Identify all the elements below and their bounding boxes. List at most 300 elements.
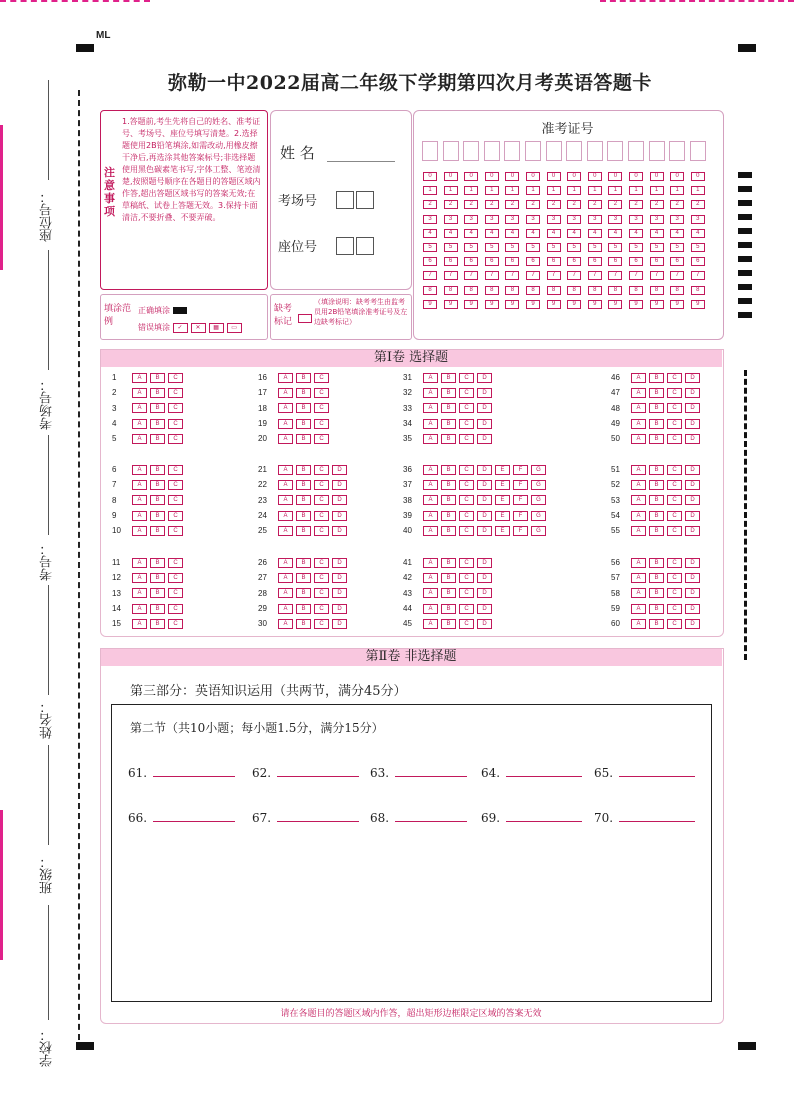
- option-bubble[interactable]: F: [513, 526, 528, 536]
- option-bubble[interactable]: B: [649, 388, 664, 398]
- ticket-bubble[interactable]: 2: [423, 200, 437, 209]
- option-bubble[interactable]: C: [667, 388, 682, 398]
- option-bubble[interactable]: A: [631, 495, 646, 505]
- ticket-bubble[interactable]: 0: [423, 172, 437, 181]
- option-bubble[interactable]: C: [314, 388, 329, 398]
- ticket-bubble[interactable]: 1: [629, 186, 643, 195]
- option-bubble[interactable]: A: [132, 588, 147, 598]
- option-bubble[interactable]: B: [150, 388, 165, 398]
- option-bubble[interactable]: B: [649, 403, 664, 413]
- option-bubble[interactable]: D: [685, 495, 700, 505]
- ticket-bubble[interactable]: 9: [547, 300, 561, 309]
- option-bubble[interactable]: A: [278, 419, 293, 429]
- option-bubble[interactable]: D: [477, 604, 492, 614]
- option-bubble[interactable]: A: [278, 403, 293, 413]
- ticket-bubble[interactable]: 0: [588, 172, 602, 181]
- option-bubble[interactable]: C: [314, 526, 329, 536]
- option-bubble[interactable]: B: [441, 588, 456, 598]
- option-bubble[interactable]: B: [649, 526, 664, 536]
- ticket-bubble[interactable]: 8: [526, 286, 540, 295]
- option-bubble[interactable]: A: [278, 588, 293, 598]
- ticket-bubble[interactable]: 1: [567, 186, 581, 195]
- ticket-digit-box[interactable]: [649, 141, 665, 161]
- option-bubble[interactable]: A: [132, 480, 147, 490]
- ticket-bubble[interactable]: 9: [423, 300, 437, 309]
- option-bubble[interactable]: D: [685, 619, 700, 629]
- option-bubble[interactable]: A: [278, 480, 293, 490]
- ticket-bubble[interactable]: 5: [444, 243, 458, 252]
- option-bubble[interactable]: C: [168, 388, 183, 398]
- option-bubble[interactable]: A: [423, 373, 438, 383]
- option-bubble[interactable]: C: [667, 495, 682, 505]
- option-bubble[interactable]: C: [667, 419, 682, 429]
- option-bubble[interactable]: A: [423, 419, 438, 429]
- option-bubble[interactable]: A: [423, 388, 438, 398]
- option-bubble[interactable]: D: [685, 526, 700, 536]
- option-bubble[interactable]: D: [332, 573, 347, 583]
- ticket-bubble[interactable]: 2: [670, 200, 684, 209]
- option-bubble[interactable]: B: [441, 526, 456, 536]
- ticket-bubble[interactable]: 0: [629, 172, 643, 181]
- option-bubble[interactable]: D: [685, 558, 700, 568]
- option-bubble[interactable]: D: [685, 511, 700, 521]
- ticket-bubble[interactable]: 5: [650, 243, 664, 252]
- option-bubble[interactable]: C: [314, 480, 329, 490]
- ticket-digit-box[interactable]: [546, 141, 562, 161]
- ticket-bubble[interactable]: 4: [567, 229, 581, 238]
- answer-66[interactable]: 66.: [128, 811, 235, 825]
- ticket-bubble[interactable]: 3: [650, 215, 664, 224]
- option-bubble[interactable]: E: [495, 465, 510, 475]
- ticket-bubble[interactable]: 4: [547, 229, 561, 238]
- option-bubble[interactable]: B: [649, 465, 664, 475]
- option-bubble[interactable]: B: [649, 588, 664, 598]
- option-bubble[interactable]: B: [441, 419, 456, 429]
- option-bubble[interactable]: D: [685, 434, 700, 444]
- option-bubble[interactable]: C: [459, 388, 474, 398]
- ticket-bubble[interactable]: 7: [526, 271, 540, 280]
- option-bubble[interactable]: A: [132, 558, 147, 568]
- ticket-bubble[interactable]: 9: [526, 300, 540, 309]
- ticket-bubble[interactable]: 1: [670, 186, 684, 195]
- option-bubble[interactable]: A: [631, 373, 646, 383]
- ticket-bubble[interactable]: 3: [505, 215, 519, 224]
- option-bubble[interactable]: B: [441, 388, 456, 398]
- ticket-bubble[interactable]: 1: [588, 186, 602, 195]
- option-bubble[interactable]: E: [495, 526, 510, 536]
- ticket-bubble[interactable]: 7: [547, 271, 561, 280]
- ticket-digit-box[interactable]: [607, 141, 623, 161]
- option-bubble[interactable]: C: [667, 619, 682, 629]
- ticket-digit-box[interactable]: [525, 141, 541, 161]
- option-bubble[interactable]: C: [168, 558, 183, 568]
- ticket-bubble[interactable]: 8: [485, 286, 499, 295]
- option-bubble[interactable]: D: [685, 419, 700, 429]
- ticket-bubble[interactable]: 2: [691, 200, 705, 209]
- answer-68[interactable]: 68.: [370, 811, 467, 825]
- ticket-bubble[interactable]: 2: [650, 200, 664, 209]
- option-bubble[interactable]: A: [423, 526, 438, 536]
- option-bubble[interactable]: B: [441, 403, 456, 413]
- ticket-bubble[interactable]: 9: [464, 300, 478, 309]
- option-bubble[interactable]: C: [168, 604, 183, 614]
- option-bubble[interactable]: C: [168, 495, 183, 505]
- answer-65[interactable]: 65.: [594, 766, 695, 780]
- option-bubble[interactable]: B: [441, 573, 456, 583]
- option-bubble[interactable]: B: [649, 480, 664, 490]
- ticket-bubble[interactable]: 3: [547, 215, 561, 224]
- option-bubble[interactable]: B: [441, 511, 456, 521]
- option-bubble[interactable]: B: [296, 434, 311, 444]
- ticket-bubble[interactable]: 9: [588, 300, 602, 309]
- ticket-bubble[interactable]: 5: [547, 243, 561, 252]
- option-bubble[interactable]: C: [314, 573, 329, 583]
- ticket-bubble[interactable]: 6: [464, 257, 478, 266]
- option-bubble[interactable]: A: [278, 465, 293, 475]
- option-bubble[interactable]: D: [332, 526, 347, 536]
- ticket-bubble[interactable]: 5: [567, 243, 581, 252]
- option-bubble[interactable]: A: [631, 573, 646, 583]
- option-bubble[interactable]: B: [150, 495, 165, 505]
- option-bubble[interactable]: C: [459, 604, 474, 614]
- ticket-bubble[interactable]: 0: [485, 172, 499, 181]
- ticket-bubble[interactable]: 1: [444, 186, 458, 195]
- option-bubble[interactable]: B: [649, 434, 664, 444]
- ticket-bubble[interactable]: 8: [464, 286, 478, 295]
- ticket-bubble[interactable]: 4: [670, 229, 684, 238]
- option-bubble[interactable]: A: [132, 573, 147, 583]
- option-bubble[interactable]: B: [649, 373, 664, 383]
- ticket-bubble[interactable]: 4: [526, 229, 540, 238]
- ticket-bubble[interactable]: 3: [423, 215, 437, 224]
- ticket-bubble[interactable]: 3: [608, 215, 622, 224]
- ticket-bubble[interactable]: 8: [629, 286, 643, 295]
- option-bubble[interactable]: C: [667, 573, 682, 583]
- option-bubble[interactable]: C: [314, 495, 329, 505]
- option-bubble[interactable]: A: [631, 419, 646, 429]
- option-bubble[interactable]: B: [150, 465, 165, 475]
- ticket-bubble[interactable]: 0: [444, 172, 458, 181]
- ticket-bubble[interactable]: 8: [691, 286, 705, 295]
- option-bubble[interactable]: B: [441, 373, 456, 383]
- ticket-bubble[interactable]: 7: [608, 271, 622, 280]
- ticket-bubble[interactable]: 7: [691, 271, 705, 280]
- option-bubble[interactable]: B: [441, 465, 456, 475]
- option-bubble[interactable]: C: [667, 558, 682, 568]
- ticket-bubble[interactable]: 1: [485, 186, 499, 195]
- option-bubble[interactable]: B: [296, 419, 311, 429]
- option-bubble[interactable]: C: [459, 573, 474, 583]
- ticket-bubble[interactable]: 6: [588, 257, 602, 266]
- ticket-bubble[interactable]: 8: [650, 286, 664, 295]
- option-bubble[interactable]: A: [423, 619, 438, 629]
- ticket-bubble[interactable]: 3: [567, 215, 581, 224]
- option-bubble[interactable]: D: [477, 373, 492, 383]
- option-bubble[interactable]: D: [685, 604, 700, 614]
- ticket-digit-box[interactable]: [628, 141, 644, 161]
- option-bubble[interactable]: C: [168, 619, 183, 629]
- ticket-bubble[interactable]: 3: [629, 215, 643, 224]
- ticket-bubble[interactable]: 9: [691, 300, 705, 309]
- option-bubble[interactable]: A: [423, 434, 438, 444]
- ticket-bubble[interactable]: 6: [670, 257, 684, 266]
- option-bubble[interactable]: D: [685, 465, 700, 475]
- option-bubble[interactable]: D: [332, 588, 347, 598]
- option-bubble[interactable]: C: [168, 588, 183, 598]
- option-bubble[interactable]: A: [132, 373, 147, 383]
- ticket-bubble[interactable]: 1: [547, 186, 561, 195]
- option-bubble[interactable]: C: [314, 588, 329, 598]
- option-bubble[interactable]: A: [423, 480, 438, 490]
- option-bubble[interactable]: F: [513, 465, 528, 475]
- option-bubble[interactable]: A: [278, 526, 293, 536]
- ticket-bubble[interactable]: 4: [588, 229, 602, 238]
- option-bubble[interactable]: B: [150, 619, 165, 629]
- option-bubble[interactable]: C: [459, 619, 474, 629]
- ticket-bubble[interactable]: 4: [444, 229, 458, 238]
- option-bubble[interactable]: C: [168, 373, 183, 383]
- option-bubble[interactable]: B: [649, 604, 664, 614]
- option-bubble[interactable]: C: [168, 403, 183, 413]
- option-bubble[interactable]: D: [477, 403, 492, 413]
- option-bubble[interactable]: B: [296, 403, 311, 413]
- ticket-bubble[interactable]: 2: [505, 200, 519, 209]
- option-bubble[interactable]: C: [459, 558, 474, 568]
- option-bubble[interactable]: B: [649, 419, 664, 429]
- ticket-bubble[interactable]: 5: [588, 243, 602, 252]
- option-bubble[interactable]: A: [132, 511, 147, 521]
- option-bubble[interactable]: B: [150, 588, 165, 598]
- ticket-bubble[interactable]: 9: [650, 300, 664, 309]
- answer-61[interactable]: 61.: [128, 766, 235, 780]
- option-bubble[interactable]: A: [278, 388, 293, 398]
- option-bubble[interactable]: C: [168, 526, 183, 536]
- ticket-bubble[interactable]: 8: [670, 286, 684, 295]
- option-bubble[interactable]: D: [685, 573, 700, 583]
- ticket-bubble[interactable]: 3: [670, 215, 684, 224]
- option-bubble[interactable]: A: [132, 619, 147, 629]
- option-bubble[interactable]: B: [441, 480, 456, 490]
- ticket-bubble[interactable]: 1: [526, 186, 540, 195]
- option-bubble[interactable]: C: [314, 419, 329, 429]
- ticket-bubble[interactable]: 7: [629, 271, 643, 280]
- ticket-bubble[interactable]: 8: [423, 286, 437, 295]
- option-bubble[interactable]: C: [314, 558, 329, 568]
- option-bubble[interactable]: B: [150, 573, 165, 583]
- option-bubble[interactable]: A: [423, 588, 438, 598]
- option-bubble[interactable]: C: [459, 373, 474, 383]
- option-bubble[interactable]: D: [685, 388, 700, 398]
- option-bubble[interactable]: B: [296, 604, 311, 614]
- ticket-bubble[interactable]: 3: [691, 215, 705, 224]
- answer-64[interactable]: 64.: [481, 766, 582, 780]
- ticket-bubble[interactable]: 6: [608, 257, 622, 266]
- option-bubble[interactable]: B: [441, 604, 456, 614]
- option-bubble[interactable]: A: [132, 495, 147, 505]
- ticket-bubble[interactable]: 5: [423, 243, 437, 252]
- option-bubble[interactable]: B: [150, 434, 165, 444]
- option-bubble[interactable]: B: [150, 373, 165, 383]
- option-bubble[interactable]: D: [477, 465, 492, 475]
- ticket-bubble[interactable]: 0: [691, 172, 705, 181]
- option-bubble[interactable]: C: [314, 511, 329, 521]
- ticket-digit-box[interactable]: [484, 141, 500, 161]
- option-bubble[interactable]: C: [667, 480, 682, 490]
- ticket-bubble[interactable]: 6: [547, 257, 561, 266]
- option-bubble[interactable]: B: [649, 558, 664, 568]
- ticket-bubble[interactable]: 9: [670, 300, 684, 309]
- option-bubble[interactable]: D: [332, 619, 347, 629]
- ticket-bubble[interactable]: 6: [629, 257, 643, 266]
- option-bubble[interactable]: A: [631, 526, 646, 536]
- option-bubble[interactable]: D: [332, 511, 347, 521]
- option-bubble[interactable]: B: [296, 526, 311, 536]
- option-bubble[interactable]: C: [314, 434, 329, 444]
- option-bubble[interactable]: C: [459, 403, 474, 413]
- ticket-bubble[interactable]: 7: [505, 271, 519, 280]
- ticket-bubble[interactable]: 4: [505, 229, 519, 238]
- option-bubble[interactable]: A: [132, 403, 147, 413]
- answer-69[interactable]: 69.: [481, 811, 582, 825]
- ticket-bubble[interactable]: 6: [650, 257, 664, 266]
- option-bubble[interactable]: C: [459, 480, 474, 490]
- ticket-bubble[interactable]: 4: [650, 229, 664, 238]
- option-bubble[interactable]: A: [423, 465, 438, 475]
- ticket-bubble[interactable]: 2: [485, 200, 499, 209]
- ticket-bubble[interactable]: 7: [464, 271, 478, 280]
- ticket-bubble[interactable]: 5: [485, 243, 499, 252]
- option-bubble[interactable]: B: [150, 419, 165, 429]
- option-bubble[interactable]: B: [441, 619, 456, 629]
- option-bubble[interactable]: A: [423, 511, 438, 521]
- option-bubble[interactable]: C: [667, 465, 682, 475]
- option-bubble[interactable]: B: [296, 588, 311, 598]
- option-bubble[interactable]: B: [441, 558, 456, 568]
- ticket-bubble[interactable]: 0: [567, 172, 581, 181]
- option-bubble[interactable]: B: [150, 604, 165, 614]
- option-bubble[interactable]: B: [296, 465, 311, 475]
- option-bubble[interactable]: A: [132, 388, 147, 398]
- option-bubble[interactable]: D: [685, 373, 700, 383]
- option-bubble[interactable]: B: [441, 434, 456, 444]
- ticket-bubble[interactable]: 8: [567, 286, 581, 295]
- ticket-bubble[interactable]: 9: [629, 300, 643, 309]
- seat-boxes[interactable]: [336, 235, 376, 255]
- ticket-bubble[interactable]: 0: [547, 172, 561, 181]
- option-bubble[interactable]: B: [150, 403, 165, 413]
- ticket-bubble[interactable]: 4: [423, 229, 437, 238]
- option-bubble[interactable]: A: [132, 526, 147, 536]
- option-bubble[interactable]: B: [296, 480, 311, 490]
- ticket-bubble[interactable]: 2: [588, 200, 602, 209]
- option-bubble[interactable]: C: [459, 495, 474, 505]
- ticket-bubble[interactable]: 7: [485, 271, 499, 280]
- option-bubble[interactable]: C: [168, 419, 183, 429]
- ticket-bubble[interactable]: 0: [505, 172, 519, 181]
- ticket-digit-box[interactable]: [463, 141, 479, 161]
- answer-67[interactable]: 67.: [252, 811, 359, 825]
- option-bubble[interactable]: A: [278, 558, 293, 568]
- ticket-bubble[interactable]: 0: [650, 172, 664, 181]
- option-bubble[interactable]: A: [631, 465, 646, 475]
- option-bubble[interactable]: A: [132, 604, 147, 614]
- option-bubble[interactable]: D: [332, 465, 347, 475]
- ticket-bubble[interactable]: 1: [464, 186, 478, 195]
- option-bubble[interactable]: A: [423, 558, 438, 568]
- option-bubble[interactable]: D: [477, 619, 492, 629]
- option-bubble[interactable]: C: [314, 403, 329, 413]
- option-bubble[interactable]: G: [531, 465, 546, 475]
- option-bubble[interactable]: C: [314, 604, 329, 614]
- option-bubble[interactable]: G: [531, 511, 546, 521]
- ticket-bubble[interactable]: 4: [629, 229, 643, 238]
- ticket-bubble[interactable]: 7: [588, 271, 602, 280]
- ticket-digit-box[interactable]: [566, 141, 582, 161]
- option-bubble[interactable]: D: [477, 434, 492, 444]
- absent-checkbox[interactable]: [298, 314, 312, 323]
- ticket-bubble[interactable]: 6: [691, 257, 705, 266]
- ticket-bubble[interactable]: 2: [464, 200, 478, 209]
- option-bubble[interactable]: A: [631, 511, 646, 521]
- ticket-bubble[interactable]: 2: [526, 200, 540, 209]
- option-bubble[interactable]: A: [423, 604, 438, 614]
- option-bubble[interactable]: G: [531, 480, 546, 490]
- option-bubble[interactable]: C: [667, 511, 682, 521]
- option-bubble[interactable]: D: [477, 573, 492, 583]
- option-bubble[interactable]: C: [314, 373, 329, 383]
- ticket-bubble[interactable]: 8: [505, 286, 519, 295]
- ticket-bubble[interactable]: 1: [505, 186, 519, 195]
- option-bubble[interactable]: B: [150, 511, 165, 521]
- option-bubble[interactable]: D: [477, 588, 492, 598]
- option-bubble[interactable]: A: [631, 588, 646, 598]
- ticket-bubble[interactable]: 5: [526, 243, 540, 252]
- ticket-bubble[interactable]: 9: [567, 300, 581, 309]
- option-bubble[interactable]: F: [513, 511, 528, 521]
- option-bubble[interactable]: A: [278, 434, 293, 444]
- ticket-digit-box[interactable]: [690, 141, 706, 161]
- ticket-bubble[interactable]: 0: [464, 172, 478, 181]
- ticket-bubble[interactable]: 3: [588, 215, 602, 224]
- option-bubble[interactable]: A: [631, 434, 646, 444]
- ticket-bubble[interactable]: 0: [526, 172, 540, 181]
- option-bubble[interactable]: D: [477, 558, 492, 568]
- ticket-bubble[interactable]: 7: [423, 271, 437, 280]
- ticket-bubble[interactable]: 3: [464, 215, 478, 224]
- answer-70[interactable]: 70.: [594, 811, 695, 825]
- option-bubble[interactable]: C: [168, 480, 183, 490]
- ticket-bubble[interactable]: 1: [691, 186, 705, 195]
- ticket-bubble[interactable]: 6: [505, 257, 519, 266]
- option-bubble[interactable]: C: [667, 604, 682, 614]
- ticket-bubble[interactable]: 1: [608, 186, 622, 195]
- ticket-digit-box[interactable]: [669, 141, 685, 161]
- option-bubble[interactable]: C: [168, 434, 183, 444]
- option-bubble[interactable]: D: [332, 495, 347, 505]
- option-bubble[interactable]: E: [495, 511, 510, 521]
- ticket-bubble[interactable]: 8: [588, 286, 602, 295]
- option-bubble[interactable]: A: [278, 604, 293, 614]
- option-bubble[interactable]: C: [459, 465, 474, 475]
- option-bubble[interactable]: C: [667, 588, 682, 598]
- ticket-bubble[interactable]: 7: [670, 271, 684, 280]
- ticket-bubble[interactable]: 3: [526, 215, 540, 224]
- ticket-bubble[interactable]: 1: [650, 186, 664, 195]
- ticket-bubble[interactable]: 8: [444, 286, 458, 295]
- ticket-bubble[interactable]: 1: [423, 186, 437, 195]
- ticket-bubble[interactable]: 5: [691, 243, 705, 252]
- option-bubble[interactable]: A: [278, 573, 293, 583]
